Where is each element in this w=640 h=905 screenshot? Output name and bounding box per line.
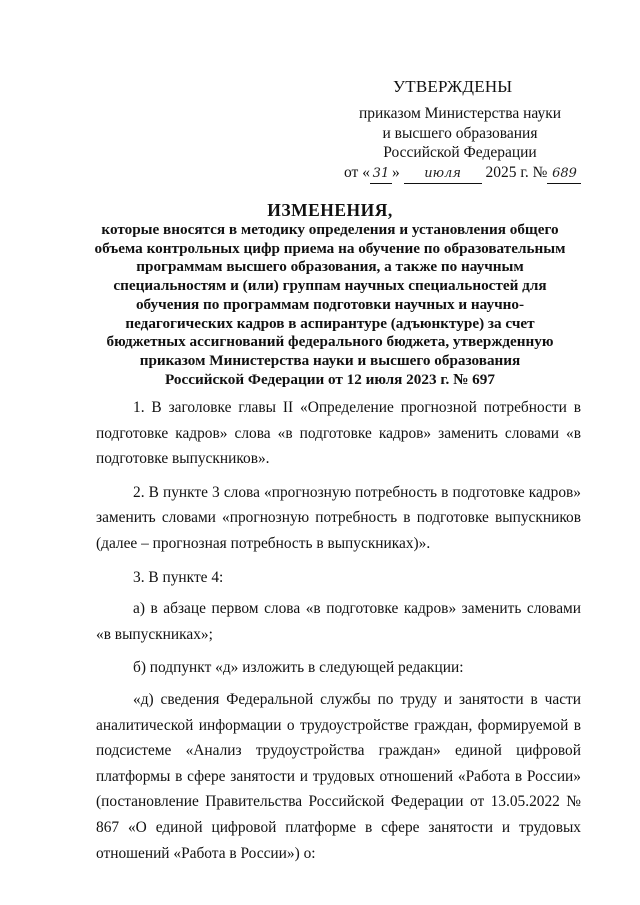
heading-subtitle <box>80 221 580 389</box>
subtitle-line: обучения по программам подготовки научных и научно- <box>135 295 525 313</box>
subtitle-line: программам высшего образования, а также по научным <box>136 258 524 276</box>
subtitle-line: бюджетных ассигнований федерального бюджета, утвержденную <box>106 333 554 351</box>
paragraph-item-1: 1. В заголовке главы II «Определение прогнозной потребности в подготовке кадров» слова «в подготовке кадров» заменить словами «в подготовке выпускников». <box>96 399 581 468</box>
subtitle-line: специальностям и (или) группам научных специальностей для <box>113 277 547 295</box>
subtitle-line: Российской Федерации от 12 июля 2023 г. № 697 <box>165 370 495 388</box>
date-year: 2025 г. № <box>485 163 548 181</box>
document-body <box>96 395 581 874</box>
approval-line-1: приказом Министерства науки <box>358 105 562 122</box>
approval-title: УТВЕРЖДЕНЫ <box>393 77 513 96</box>
document-heading <box>80 199 580 389</box>
approval-line-2: и высшего образования <box>382 124 538 142</box>
paragraph-item-3b: б) подпункт «д» изложить в следующей редакции: <box>133 659 464 677</box>
paragraph-item-3a: а) в абзаце первом слова «в подготовке кадров» заменить словами «в выпускниках»; <box>96 600 581 643</box>
heading-title: ИЗМЕНЕНИЯ, <box>267 200 393 220</box>
subtitle-line: педагогических кадров в аспирантуре (адъюнктуре) за счет <box>125 314 535 332</box>
approval-block <box>330 104 590 184</box>
date-month-handwritten: июля <box>404 164 482 185</box>
date-prefix: от « <box>344 163 370 181</box>
paragraph-item-3b-d: «д) сведения Федеральной службы по труду и занятости в части аналитической информации о трудоустройстве граждан, формируемой в подсистеме «Анализ трудоустройства граждан» единой цифровой платформы в сфере занятости и трудовых отношений «Работа в России» (постановление Правительства Российской Федерации от 13.05.2022 № 867 «О единой цифровой платформе в сфере занятости и трудовых отношений «Работа в России») о: <box>96 690 581 862</box>
approval-date-line <box>344 163 590 185</box>
date-mid: » <box>391 163 400 181</box>
subtitle-line: объема контрольных цифр приема на обучение по образовательным <box>94 239 566 257</box>
doc-number-handwritten: 689 <box>547 164 581 185</box>
date-day-handwritten: 31 <box>370 164 392 185</box>
subtitle-line: которые вносятся в методику определения и установления общего <box>101 221 559 238</box>
paragraph-item-3: 3. В пункте 4: <box>133 568 224 586</box>
approval-line-3: Российской Федерации <box>383 144 537 161</box>
paragraph-item-2: 2. В пункте 3 слова «прогнозную потребность в подготовке кадров» заменить словами «прогнозную потребность в подготовке выпускников (далее – прогнозная потребность в выпускниках)». <box>96 483 581 552</box>
subtitle-line: приказом Министерства науки и высшего образования <box>139 351 521 369</box>
